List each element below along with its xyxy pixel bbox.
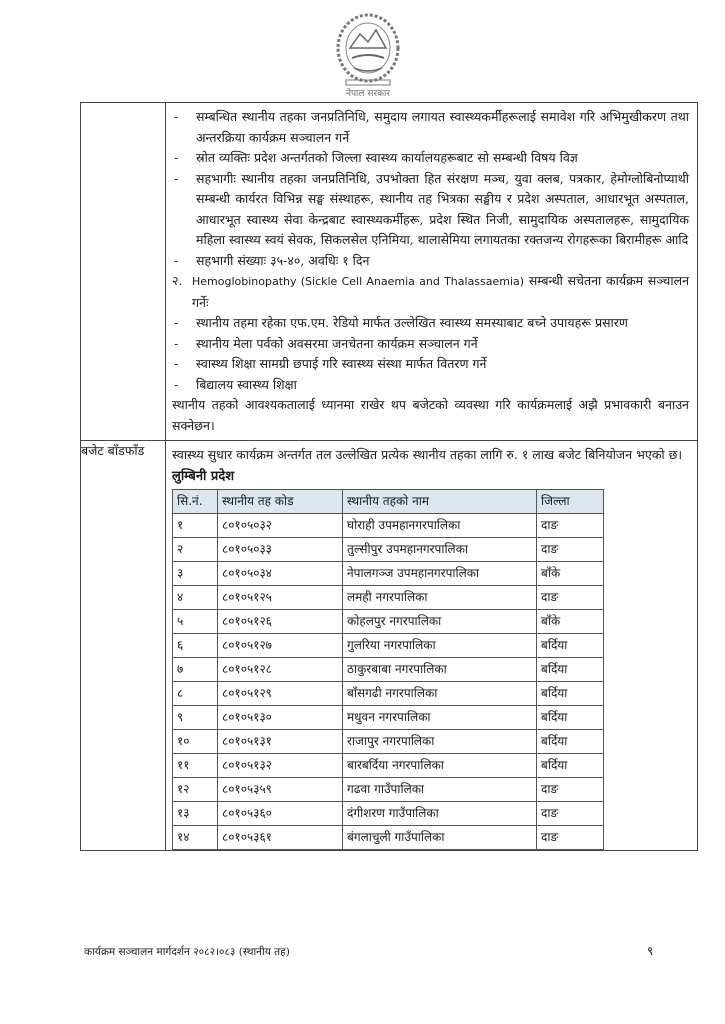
list-item <box>172 107 689 148</box>
cell-sn: १४ <box>173 826 218 850</box>
cell-code: ८०१०५१२५ <box>218 586 343 610</box>
cell-district: बर्दिया <box>537 682 604 706</box>
cell-sn: ६ <box>173 634 218 658</box>
budget-intro: स्वास्थ्य सुधार कार्यक्रम अन्तर्गत तल उल्लेखित प्रत्येक स्थानीय तहका लागि रु. १ लाख बजेट बिनियोजन भएको छ। <box>172 447 683 462</box>
bullet-dash: - <box>174 252 179 268</box>
empty-label-cell <box>81 103 166 441</box>
nepal-emblem-icon <box>310 8 430 104</box>
list-item <box>172 375 689 396</box>
table-header-row <box>173 490 604 514</box>
cell-district: बर्दिया <box>537 658 604 682</box>
table-row <box>173 538 604 562</box>
cell-sn: ५ <box>173 610 218 634</box>
cell-code: ८०१०५१२८ <box>218 658 343 682</box>
cell-name: राजापुर नगरपालिका <box>343 730 537 754</box>
table-row <box>173 514 604 538</box>
bullet-dash: - <box>174 376 179 392</box>
cell-sn: ७ <box>173 658 218 682</box>
cell-district: दाङ <box>537 514 604 538</box>
cell-district: दाङ <box>537 826 604 850</box>
cell-code: ८०१०५१२७ <box>218 634 343 658</box>
section-activities-row <box>81 103 698 441</box>
item-nepali-text: सम्बन्धी सचेतना कार्यक्रम सञ्चालन गर्नेः <box>192 273 690 310</box>
cell-name: घोराही उपमहानगरपालिका <box>343 514 537 538</box>
table-row <box>173 802 604 826</box>
page-number: ९ <box>647 944 654 958</box>
closing-paragraph: स्थानीय तहको आवश्यकतालाई ध्यानमा राखेर थप बजेटको व्यवस्था गरि कार्यक्रमलाई अझै प्रभावकारी बनाउन सक्नेछन। <box>172 397 689 433</box>
column-header-sn: सि.नं. <box>173 490 218 514</box>
list-item <box>172 313 689 334</box>
column-header-district: जिल्ला <box>537 490 604 514</box>
budget-label: बजेट बाँडफाँड <box>81 441 166 851</box>
cell-name: बंगलाचुली गाउँपालिका <box>343 826 537 850</box>
cell-name: दंगीशरण गाउँपालिका <box>343 802 537 826</box>
section-budget-row <box>81 441 698 851</box>
cell-code: ८०१०५३६० <box>218 802 343 826</box>
cell-code: ८०१०५१२९ <box>218 682 343 706</box>
cell-code: ८०१०५०३४ <box>218 562 343 586</box>
cell-name: तुल्सीपुर उपमहानगरपालिका <box>343 538 537 562</box>
cell-name: बारबर्दिया नगरपालिका <box>343 754 537 778</box>
cell-district: दाङ <box>537 802 604 826</box>
table-row <box>173 562 604 586</box>
cell-name: मधुवन नगरपालिका <box>343 706 537 730</box>
local-levels-table <box>172 489 604 850</box>
item-number: २. <box>172 273 183 288</box>
cell-sn: ८ <box>173 682 218 706</box>
cell-code: ८०१०५१३० <box>218 706 343 730</box>
table-row <box>173 826 604 850</box>
program-table <box>80 102 698 851</box>
cell-sn: १० <box>173 730 218 754</box>
cell-code: ८०१०५०३२ <box>218 514 343 538</box>
cell-sn: ३ <box>173 562 218 586</box>
bullet-text: स्वास्थ्य शिक्षा सामग्री छपाई गरि स्वास्थ्य संस्था मार्फत वितरण गर्ने <box>196 356 487 371</box>
list-item <box>172 334 689 355</box>
footer-title: कार्यक्रम सञ्चालन मार्गदर्शन २०८२।०८३ (स्थानीय तह) <box>84 946 290 958</box>
cell-district: बाँके <box>537 610 604 634</box>
table-row <box>173 706 604 730</box>
column-header-name: स्थानीय तहको नाम <box>343 490 537 514</box>
bullet-dash: - <box>174 335 179 351</box>
cell-sn: १३ <box>173 802 218 826</box>
cell-name: गढवा गाउँपालिका <box>343 778 537 802</box>
item-english-text: Hemoglobinopathy (Sickle Cell Anaemia and Thalassaemia) <box>192 275 525 288</box>
table-row <box>173 754 604 778</box>
cell-name: गुलरिया नगरपालिका <box>343 634 537 658</box>
list-item <box>172 354 689 375</box>
cell-name: ठाकुरबाबा नगरपालिका <box>343 658 537 682</box>
activities-cell <box>166 103 698 441</box>
bullet-text: स्थानीय तहमा रहेका एफ.एम. रेडियो मार्फत उल्लेखित स्वास्थ्य समस्याबाट बच्ने उपायहरू प्रसारण <box>196 315 628 330</box>
cell-district: बर्दिया <box>537 634 604 658</box>
table-row <box>173 778 604 802</box>
bullet-dash: - <box>174 150 179 165</box>
table-row <box>173 586 604 610</box>
province-heading: लुम्बिनी प्रदेश <box>172 468 235 484</box>
cell-name: कोहलपुर नगरपालिका <box>343 610 537 634</box>
cell-code: ८०१०५१२६ <box>218 610 343 634</box>
cell-name: लमही नगरपालिका <box>343 586 537 610</box>
cell-district: दाङ <box>537 538 604 562</box>
bullet-dash: - <box>174 109 179 124</box>
table-row <box>173 658 604 682</box>
bullet-dash: - <box>174 356 179 371</box>
bullet-dash: - <box>174 170 179 186</box>
table-row <box>173 610 604 634</box>
list-item <box>172 169 689 251</box>
bullet-text: बिद्यालय स्वास्थ्य शिक्षा <box>196 376 297 392</box>
bullet-text: सम्बन्धित स्थानीय तहका जनप्रतिनिधि, समुदाय लगायत स्वास्थ्यकर्मीहरूलाई समावेश गरि अभिमुखीकरण तथा अन्तरक्रिया कार्यक्रम सञ्चालन गर्ने <box>196 109 689 145</box>
list-item <box>172 148 689 169</box>
cell-code: ८०१०५१३१ <box>218 730 343 754</box>
cell-sn: २ <box>173 538 218 562</box>
cell-sn: ९ <box>173 706 218 730</box>
column-header-code: स्थानीय तह कोड <box>218 490 343 514</box>
cell-district: दाङ <box>537 778 604 802</box>
table-row <box>173 682 604 706</box>
cell-sn: १२ <box>173 778 218 802</box>
cell-district: दाङ <box>537 586 604 610</box>
table-row <box>173 730 604 754</box>
cell-district: बर्दिया <box>537 754 604 778</box>
emblem-text: नेपाल सरकार <box>345 89 391 99</box>
government-emblem <box>310 8 430 104</box>
table-row <box>173 634 604 658</box>
numbered-item-2 <box>172 271 689 313</box>
budget-cell <box>166 441 698 851</box>
cell-code: ८०१०५३५९ <box>218 778 343 802</box>
cell-district: बाँके <box>537 562 604 586</box>
cell-sn: १ <box>173 514 218 538</box>
bullet-dash: - <box>174 315 179 330</box>
cell-code: ८०१०५३६१ <box>218 826 343 850</box>
bullet-text: सहभागीः स्थानीय तहका जनप्रतिनिधि, उपभोक्ता हित संरक्षण मञ्च, युवा क्लब, पत्रकार, हेमोग्लोबिनोप्याथी सम्बन्धी कार्यरत विभिन्न सङ्घ संस्थाहरू, स्थानीय तह भित्रका सङ्घीय र प्रदेश अस्पताल, आधारभूत अस्पताल, आधारभूत स्वास्थ्य सेवा केन्द्रबाट स्वास्थ्यकर्मीहरू, प्रदेश स्थित निजी, सामुदायिक अस्पतालहरू, सामुदायिक महिला स्वास्थ्य स्वयं सेवक, सिकलसेल एनिमिया, थालासेमिया लगायतका रक्तजन्य रोगहरूका बिरामीहरू आदि <box>196 170 689 247</box>
cell-name: नेपालगञ्ज उपमहानगरपालिका <box>343 562 537 586</box>
cell-code: ८०१०५०३३ <box>218 538 343 562</box>
cell-sn: ११ <box>173 754 218 778</box>
cell-district: बर्दिया <box>537 706 604 730</box>
bullet-text: सहभागी संख्याः ३५-४०, अवधिः १ दिन <box>196 252 370 268</box>
bullet-text: स्रोत व्यक्तिः प्रदेश अन्तर्गतको जिल्ला स्वास्थ्य कार्यालयहरूबाट सो सम्बन्धी विषय विज्ञ <box>196 150 578 165</box>
list-item <box>172 251 689 272</box>
cell-sn: ४ <box>173 586 218 610</box>
bullet-text: स्थानीय मेला पर्वको अवसरमा जनचेतना कार्यक्रम सञ्चालन गर्ने <box>196 335 478 351</box>
cell-district: बर्दिया <box>537 730 604 754</box>
cell-code: ८०१०५१३२ <box>218 754 343 778</box>
cell-name: बाँसगढी नगरपालिका <box>343 682 537 706</box>
